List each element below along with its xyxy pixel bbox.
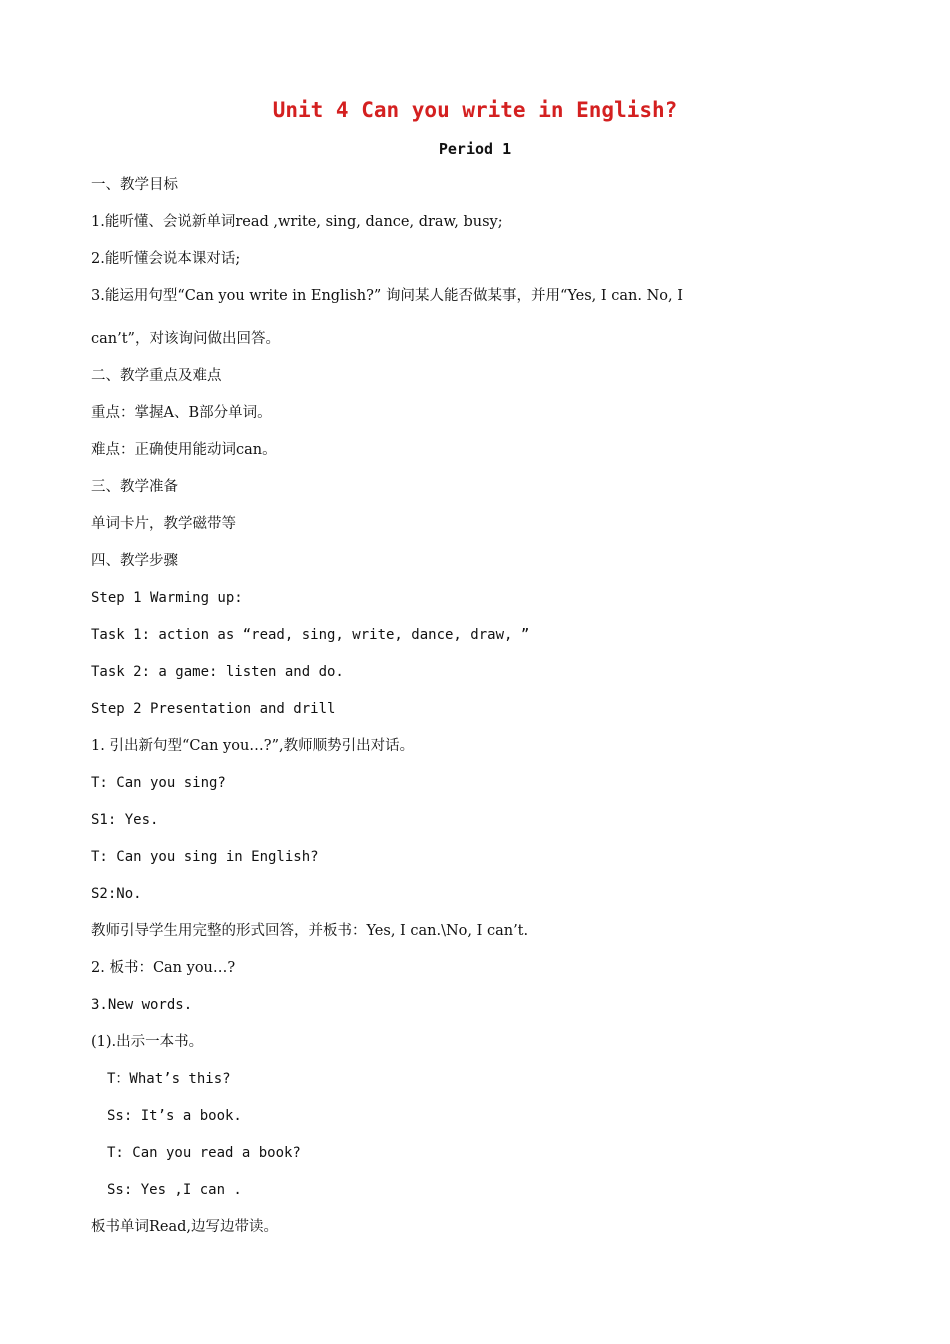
text-line: 1. 引出新句型“Can you…?”,教师顺势引出对话。 xyxy=(91,738,415,754)
section-heading-steps: 四、教学步骤 xyxy=(91,553,178,569)
section-heading-preparation: 三、教学准备 xyxy=(91,479,178,495)
text-line: (1).出示一本书。 xyxy=(91,1034,204,1050)
text-line: Task 2: a game: listen and do. xyxy=(91,664,344,680)
dialogue-line: T：What’s this? xyxy=(107,1071,231,1087)
dialogue-line: S1: Yes. xyxy=(91,812,159,828)
text-line: 板书单词Read,边写边带读。 xyxy=(91,1219,279,1235)
text-line: can’t”，对该询问做出回答。 xyxy=(91,331,280,347)
document-subtitle: Period 1 xyxy=(438,140,512,158)
text-line: Step 1 Warming up: xyxy=(91,590,243,606)
dialogue-line: T: Can you sing? xyxy=(91,775,226,791)
dialogue-line: Ss: It’s a book. xyxy=(107,1108,242,1124)
dialogue-line: Ss: Yes ,I can . xyxy=(107,1182,242,1198)
text-line: 教师引导学生用完整的形式回答，并板书：Yes, I can.\No, I can’t. xyxy=(91,923,529,939)
section-heading-objectives: 一、教学目标 xyxy=(91,177,178,193)
dialogue-line: T: Can you sing in English? xyxy=(91,849,319,865)
text-line: 2.能听懂会说本课对话; xyxy=(91,251,241,267)
text-line: Step 2 Presentation and drill xyxy=(91,701,336,717)
text-line: 1.能听懂、会说新单词read ,write, sing, dance, draw, busy; xyxy=(91,214,503,230)
text-line: 3.能运用句型“Can you write in English?” 询问某人能否做某事，并用“Yes, I can. No, I xyxy=(91,288,683,304)
section-heading-key-points: 二、教学重点及难点 xyxy=(91,368,222,384)
text-line: 重点：掌握A、B部分单词。 xyxy=(91,405,272,421)
dialogue-line: T: Can you read a book? xyxy=(107,1145,301,1161)
text-line: 2. 板书：Can you…? xyxy=(91,960,236,976)
text-line: 难点：正确使用能动词can。 xyxy=(91,442,277,458)
dialogue-line: S2:No. xyxy=(91,886,142,902)
text-line: Task 1: action as “read, sing, write, dance, draw, ” xyxy=(91,627,530,643)
document-title: Unit 4 Can you write in English? xyxy=(272,98,678,122)
text-line: 单词卡片，教学磁带等 xyxy=(91,516,236,532)
text-line: 3.New words. xyxy=(91,997,193,1013)
